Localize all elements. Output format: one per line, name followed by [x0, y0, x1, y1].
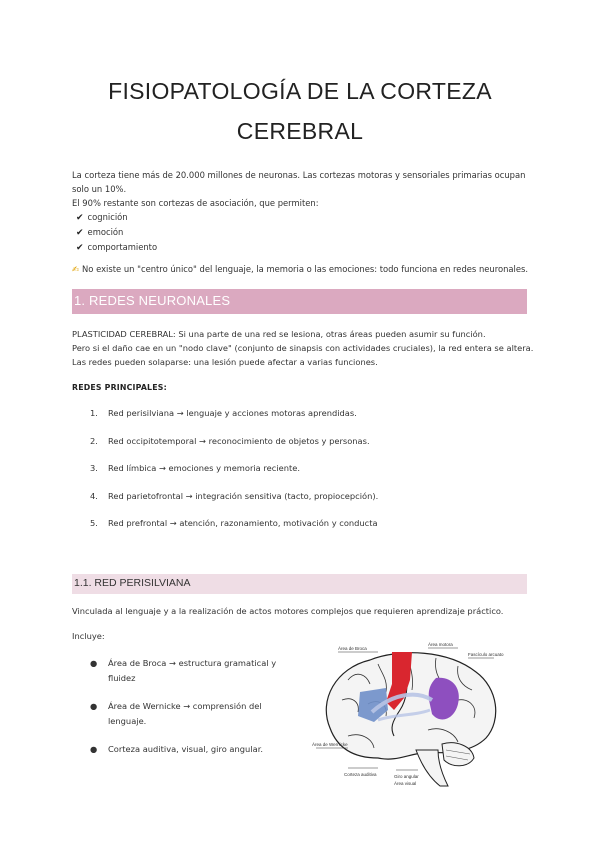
- list-item: 4. Red parietofrontal → integración sensitiva (tacto, propiocepción).: [90, 490, 379, 501]
- bullet-icon: ●: [90, 701, 98, 711]
- perisilviana-description: Vinculada al lenguaje y a la realización de actos motores complejos que requieren aprendizaje práctico.: [72, 606, 504, 616]
- list-item: ✔ cognición: [76, 212, 128, 223]
- list-item: 1. Red perisilviana → lenguaje y acciones motoras aprendidas.: [90, 408, 357, 418]
- brain-diagram: [308, 640, 508, 790]
- incluye-list: [90, 656, 290, 770]
- incluye-label: Incluye:: [72, 631, 105, 641]
- check-icon: ✔: [76, 213, 84, 223]
- intro-text-1: La corteza tiene más de 20.000 millones de neuronas. Las cortezas motoras y sensoriales primarias ocupan solo un 10%.: [72, 170, 526, 194]
- list-item: 2. Red occipitotemporal → reconocimiento de objetos y personas.: [90, 435, 370, 446]
- list-item: 3. Red límbica → emociones y memoria reciente.: [90, 463, 300, 474]
- redes-principales-heading: REDES PRINCIPALES:: [72, 383, 167, 392]
- check-icon: ✔: [76, 243, 84, 253]
- figure-label: Fascículo arcuato: [468, 652, 504, 657]
- plasticity-paragraph: PLASTICIDAD CEREBRAL: Si una parte de una red se lesiona, otras áreas pueden asumir su función. Pero si el daño cae en un "nodo clave" (conjunto de sinapsis con actividades cruciales), la red entera se altera. Las redes pueden solaparse: una lesión puede afectar a varias funciones.: [72, 329, 534, 367]
- section-heading-redes-neuronales: 1. REDES NEURONALES: [72, 289, 527, 314]
- figure-label: Área visual: [394, 781, 417, 786]
- figure-label: Área motora: [428, 642, 453, 647]
- intro-paragraph: [72, 168, 532, 255]
- check-icon: ✔: [76, 228, 84, 238]
- pencil-hand-icon: ✍: [72, 264, 80, 274]
- bullet-icon: ●: [90, 744, 98, 754]
- figure-label: Área de Broca: [338, 646, 367, 651]
- list-item: ● Área de Broca → estructura gramatical y fluidez: [90, 658, 277, 683]
- intro-text-2: El 90% restante son cortezas de asociación, que permiten:: [72, 198, 319, 208]
- list-item: ✔ emoción: [76, 227, 124, 238]
- bullet-icon: ●: [90, 658, 98, 668]
- figure-label: Giro angular: [394, 774, 419, 779]
- figure-label: Área de Wernicke: [312, 742, 348, 747]
- figure-label: Corteza auditiva: [344, 772, 377, 777]
- key-note: [72, 264, 542, 274]
- note-text: No existe un "centro único" del lenguaje, la memoria o las emociones: todo funciona en redes neuronales.: [82, 264, 529, 274]
- list-item: ● Área de Wernicke → comprensión del lenguaje.: [90, 701, 262, 726]
- list-item: ✔ comportamiento: [76, 242, 158, 253]
- page-title-line1: FISIOPATOLOGÍA DE LA CORTEZA: [108, 78, 492, 104]
- list-item: 5. Red prefrontal → atención, razonamiento, motivación y conducta: [90, 518, 378, 529]
- list-item: ● Corteza auditiva, visual, giro angular.: [90, 742, 290, 757]
- association-list: [72, 210, 532, 255]
- page-title-line2: CEREBRAL: [236, 118, 364, 144]
- redes-list: [90, 408, 510, 546]
- section-heading-red-perisilviana: 1.1. RED PERISILVIANA: [72, 574, 527, 594]
